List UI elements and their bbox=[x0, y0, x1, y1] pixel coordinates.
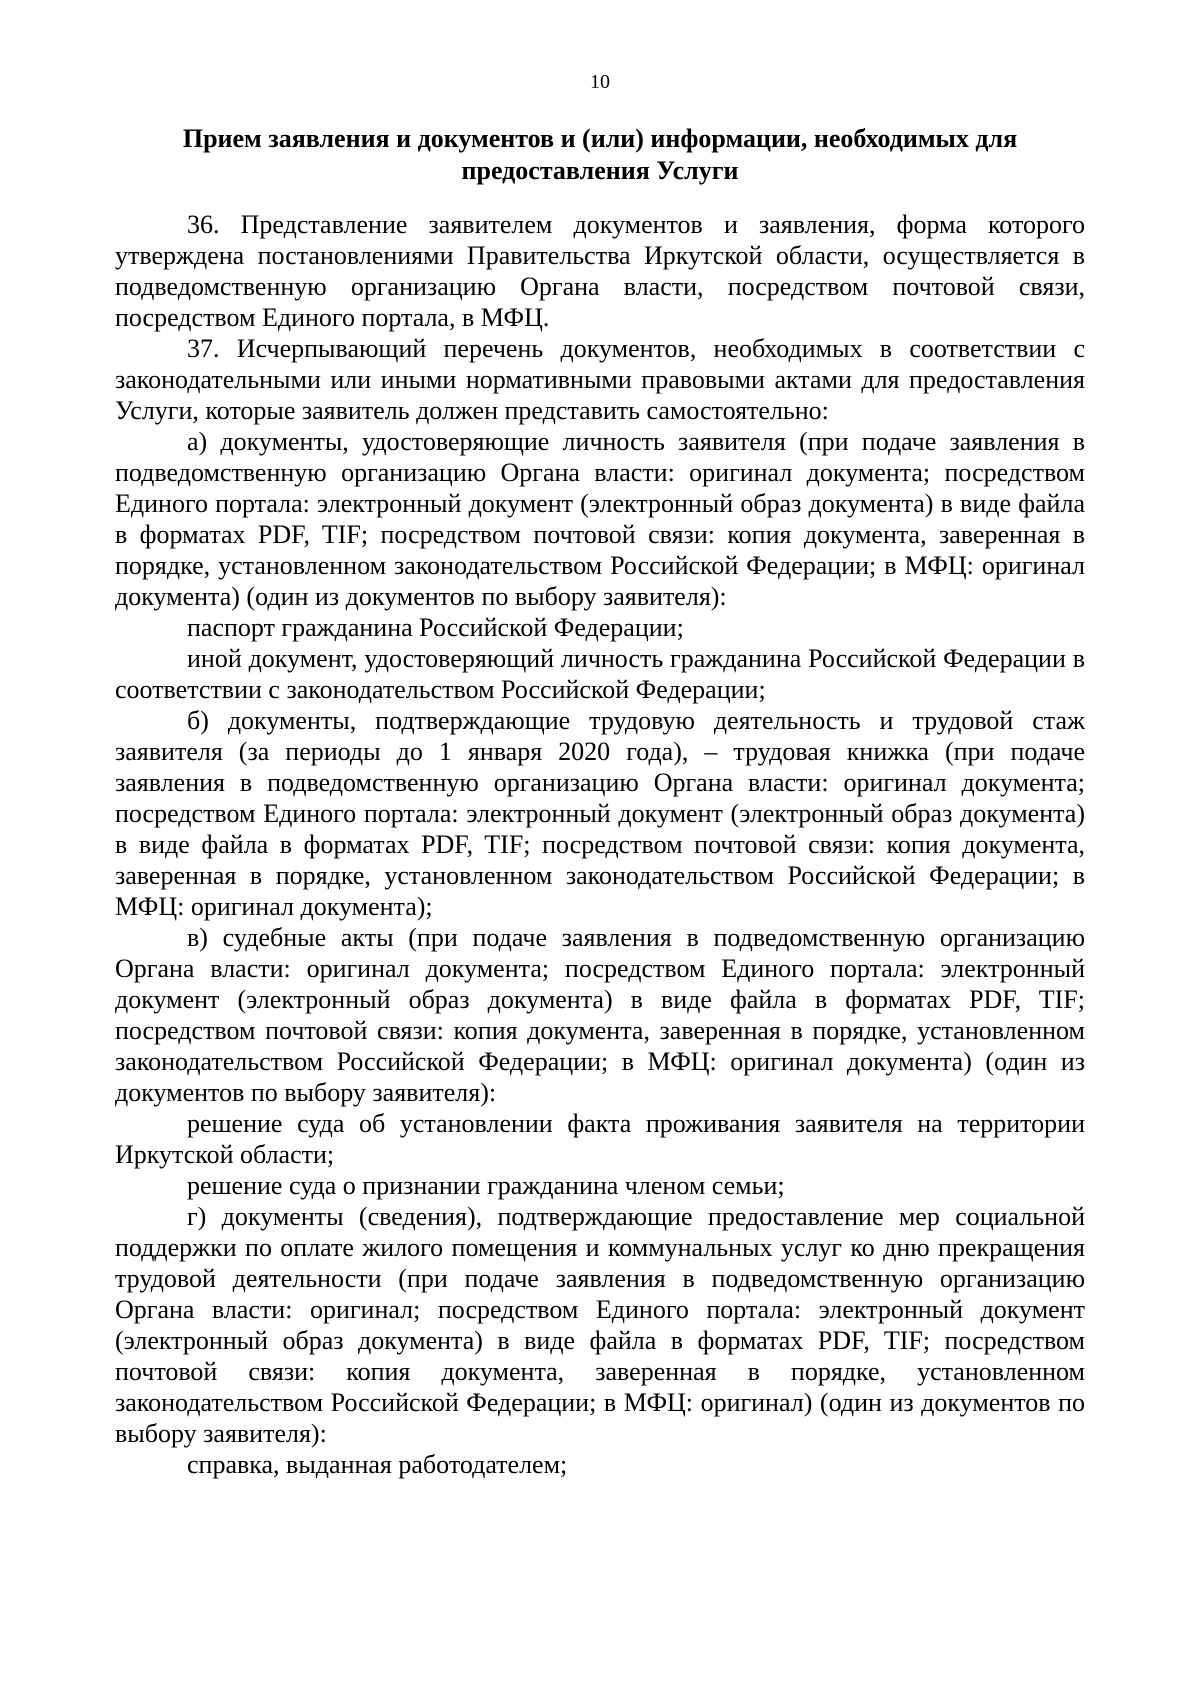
paragraph-other-id: иной документ, удостоверяющий личность гражданина Российской Федерации в соответствии с законодательством Российской Федерации; bbox=[115, 644, 1085, 704]
paragraph-employer-certificate: справка, выданная работодателем; bbox=[187, 1450, 568, 1479]
page-number: 10 bbox=[590, 71, 610, 93]
heading-line-2: предоставления Услуги bbox=[461, 156, 739, 185]
paragraph-court-family: решение суда о признании гражданина членом семьи; bbox=[187, 1171, 785, 1200]
paragraph-36: 36. Представление заявителем документов и заявления, форма которого утверждена постановлениями Правительства Иркутской области, осуществляется в подведомственную организацию Органа власти, посредством почтовой связи, посредством Единого портала, в МФЦ. bbox=[115, 210, 1085, 332]
paragraph-court-residence: решение суда об установлении факта проживания заявителя на территории Иркутской области; bbox=[115, 1109, 1085, 1169]
paragraph-item-v: в) судебные акты (при подаче заявления в подведомственную организацию Органа власти: оригинал документа; посредством Единого портала: электронный документ (электронный образ документа) в виде файла в форматах PDF, TIF; посредством почтовой связи: копия документа, заверенная в порядке, установленном законодательством Российской Федерации; в МФЦ: оригинал документа) (один из документов по выбору заявителя): bbox=[115, 923, 1085, 1107]
paragraph-37: 37. Исчерпывающий перечень документов, необходимых в соответствии с законодательными или иными нормативными правовыми актами для предоставления Услуги, которые заявитель должен представить самостоятельно: bbox=[115, 334, 1085, 425]
document-body bbox=[115, 209, 1085, 1480]
paragraph-item-g: г) документы (сведения), подтверждающие предоставление мер социальной поддержки по оплате жилого помещения и коммунальных услуг ко дню прекращения трудовой деятельности (при подаче заявления в подведомственную организацию Органа власти: оригинал; посредством Единого портала: электронный документ (электронный образ документа) в виде файла в форматах PDF, TIF; посредством почтовой связи: копия документа, заверенная в порядке, установленном законодательством Российской Федерации; в МФЦ: оригинал) (один из документов по выбору заявителя): bbox=[115, 1202, 1085, 1448]
section-heading bbox=[115, 123, 1085, 187]
paragraph-passport: паспорт гражданина Российской Федерации; bbox=[187, 613, 684, 642]
paragraph-item-b: б) документы, подтверждающие трудовую деятельность и трудовой стаж заявителя (за периоды до 1 января 2020 года), – трудовая книжка (при подаче заявления в подведомственную организацию Органа власти: оригинал документа; посредством Единого портала: электронный документ (электронный образ документа) в виде файла в форматах PDF, TIF; посредством почтовой связи: копия документа, заверенная в порядке, установленном законодательством Российской Федерации; в МФЦ: оригинал документа); bbox=[115, 706, 1085, 921]
heading-line-1: Прием заявления и документов и (или) информации, необходимых для bbox=[182, 124, 1018, 153]
paragraph-item-a: а) документы, удостоверяющие личность заявителя (при подаче заявления в подведомственную организацию Органа власти: оригинал документа; посредством Единого портала: электронный документ (электронный образ документа) в виде файла в форматах PDF, TIF; посредством почтовой связи: копия документа, заверенная в порядке, установленном законодательством Российской Федерации; в МФЦ: оригинал документа) (один из документов по выбору заявителя): bbox=[115, 427, 1085, 611]
